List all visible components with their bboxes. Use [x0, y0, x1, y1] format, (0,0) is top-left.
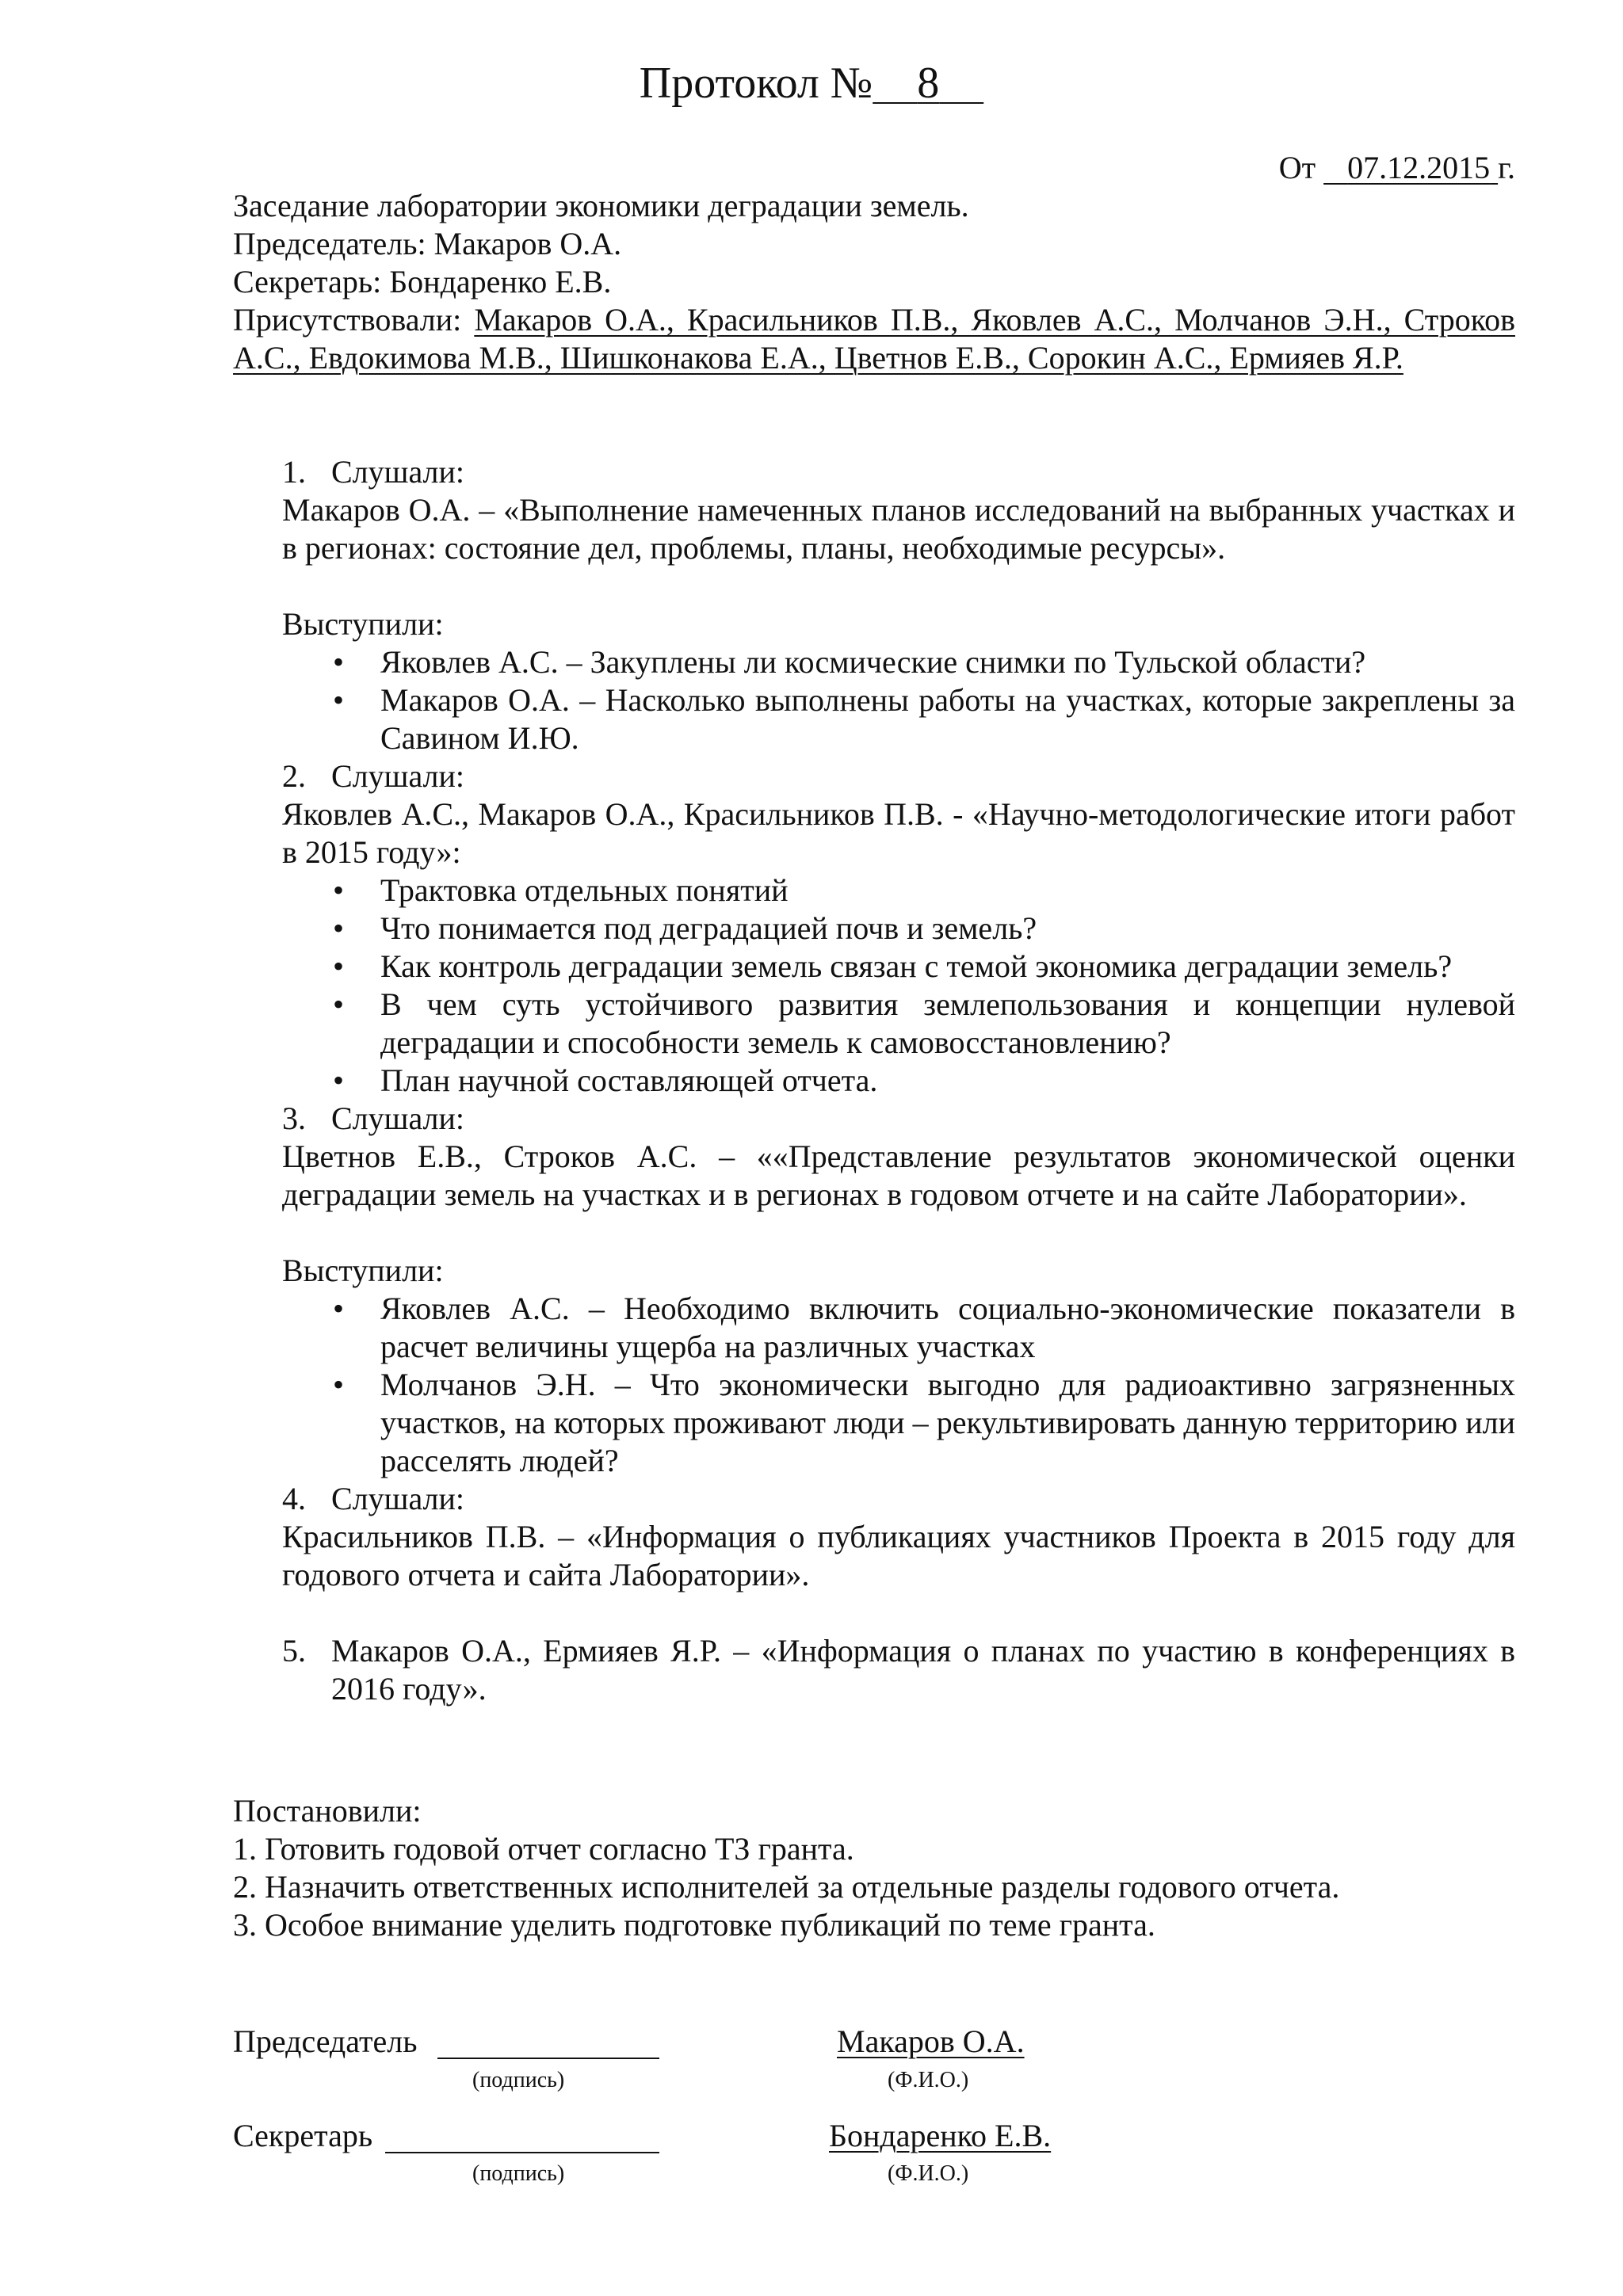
bullet-icon: •: [333, 948, 345, 984]
attendees-line: Присутствовали: Макаров О.А., Красильников П.В., Яковлев А.С., Молчанов Э.Н., Строков А.С., Евдокимова М.В., Шишконакова Е.А., Цветнов Е.В., Сорокин А.С., Ермияев Я.Р.: [233, 302, 1516, 376]
agenda-item-text: Цветнов Е.В., Строков А.С. – ««Представление результатов экономической оценки деградации земель на участках и в регионах в годовом отчете и на сайте Лаборатории».: [282, 1138, 1515, 1212]
signature-caption: (подпись): [472, 2068, 565, 2092]
decision-point: 2. Назначить ответственных исполнителей за отдельные разделы годового отчета.: [233, 1869, 1340, 1905]
agenda-item-5: 5. Макаров О.А., Ермияев Я.Р. – «Информация о планах по участию в конференциях в 2016 году».: [282, 1633, 1515, 1707]
signature-secretary: [233, 2117, 1515, 2157]
signature-name: Бондаренко Е.В.: [829, 2118, 1052, 2153]
bullet-icon: •: [333, 1291, 345, 1326]
bullet-icon: •: [333, 872, 345, 908]
signature-role: Секретарь: [233, 2118, 373, 2153]
secretary-line: Секретарь: Бондаренко Е.В.: [233, 264, 612, 299]
list-item: • В чем суть устойчивого развития землепользования и концепции нулевой деградации и способности земель к самовосстановлению?: [333, 986, 1515, 1060]
signature-line: [437, 2058, 659, 2059]
list-item: • Как контроль деградации земель связан с темой экономика деградации земель?: [333, 948, 1453, 984]
meeting-title: Заседание лаборатории экономики деградации земель.: [233, 188, 969, 223]
bullet-icon: •: [333, 1062, 345, 1098]
bullet-icon: •: [333, 910, 345, 946]
list-item: • Яковлев А.С. – Необходимо включить социально-экономические показатели в расчет величины ущерба на различных участках: [333, 1291, 1515, 1364]
agenda-item-1: 1. Слушали: Макаров О.А. – «Выполнение намеченных планов исследований на выбранных участках и в регионах: состояние дел, проблемы, планы, необходимые ресурсы». Выступили: • Яковлев А.С. – Закуплены ли космические снимки по Тульской области? • Макаров О.А. – Насколько выполнены работы на участках, которые закреплены за Савином И.Ю.: [282, 454, 1515, 756]
list-item: • Молчанов Э.Н. – Что экономически выгодно для радиоактивно загрязненных участков, на которых проживают люди – рекультивировать данную территорию или расселять людей?: [333, 1367, 1515, 1478]
agenda-item-text: Макаров О.А. – «Выполнение намеченных планов исследований на выбранных участках и в регионах: состояние дел, проблемы, планы, необходимые ресурсы».: [282, 492, 1515, 566]
protocol-date: От 07.12.2015 г.: [1278, 150, 1515, 185]
signature-line: [385, 2152, 659, 2153]
bullet-icon: •: [333, 682, 345, 718]
spoke-label: Выступили:: [282, 1253, 444, 1288]
signature-caption: (подпись): [472, 2161, 565, 2186]
decision-point: 3. Особое внимание уделить подготовке публикаций по теме гранта.: [233, 1907, 1155, 1943]
list-item: • Трактовка отдельных понятий: [333, 872, 789, 908]
chairman-line: Председатель: Макаров О.А.: [233, 226, 622, 261]
list-item: • Что понимается под деградацией почв и земель?: [333, 910, 1037, 946]
bullet-list: [333, 871, 1515, 1100]
document-title: [0, 55, 1623, 111]
decision-section: [233, 1792, 1515, 1944]
bullet-list: [333, 1290, 1515, 1480]
decision-label: Постановили:: [233, 1793, 422, 1829]
attendees-names: Макаров О.А., Красильников П.В., Яковлев А.С., Молчанов Э.Н., Строков А.С., Евдокимова М.В., Шишконакова Е.А., Цветнов Е.В., Сорокин А.С., Ермияев Я.Р.: [233, 302, 1516, 376]
agenda-item-3: 3. Слушали: Цветнов Е.В., Строков А.С. – ««Представление результатов экономической оценки деградации земель на участках и в регионах в годовом отчете и на сайте Лаборатории». Выступили: • Яковлев А.С. – Необходимо включить социально-экономические показатели в расчет величины ущерба на различных участках • Молчанов Э.Н. – Что экономически выгодно для радиоактивно загрязненных участков, на которых проживают люди – рекультивировать данную территорию или расселять людей?: [282, 1100, 1515, 1478]
signature-chairman: [233, 2023, 1515, 2062]
agenda: [233, 453, 1515, 1708]
signature-name: Макаров О.А.: [837, 2023, 1025, 2059]
list-item: • Макаров О.А. – Насколько выполнены работы на участках, которые закреплены за Савином И.Ю.: [333, 682, 1515, 756]
agenda-item-4: 4. Слушали: Красильников П.В. – «Информация о публикациях участников Проекта в 2015 году для годового отчета и сайта Лаборатории».: [282, 1481, 1515, 1592]
meeting-header: [233, 187, 1515, 377]
title-prefix: Протокол №: [639, 59, 873, 108]
name-caption: (Ф.И.О.): [888, 2068, 969, 2092]
signature-role: Председатель: [233, 2023, 418, 2059]
bullet-icon: •: [333, 1367, 345, 1402]
list-item: • Яковлев А.С. – Закуплены ли космические снимки по Тульской области?: [333, 644, 1366, 680]
decision-point: 1. Готовить годовой отчет согласно ТЗ гранта.: [233, 1831, 854, 1867]
list-item: • План научной составляющей отчета.: [333, 1062, 878, 1098]
date-value: 07.12.2015: [1347, 150, 1491, 185]
bullet-list: [333, 643, 1515, 757]
agenda-item-2: 2. Слушали: Яковлев А.С., Макаров О.А., Красильников П.В. - «Научно-методологические итоги работ в 2015 году»: • Трактовка отдельных понятий • Что понимается под деградацией почв и земель? • Как контроль деградации земель связан с темой экономика деградации земель? • В чем суть устойчивого развития землепользования и концепции нулевой деградации и способности земель к самовосстановлению? • План научной составляющей отчета.: [282, 758, 1515, 1098]
name-caption: (Ф.И.О.): [888, 2161, 969, 2186]
agenda-item-text: Красильников П.В. – «Информация о публикациях участников Проекта в 2015 году для годового отчета и сайта Лаборатории».: [282, 1519, 1515, 1592]
protocol-number: 8: [917, 59, 940, 108]
bullet-icon: •: [333, 986, 345, 1022]
bullet-icon: •: [333, 644, 345, 680]
spoke-label: Выступили:: [282, 606, 444, 642]
agenda-item-text: Яковлев А.С., Макаров О.А., Красильников П.В. - «Научно-методологические итоги работ в 2015 году»:: [282, 796, 1515, 870]
